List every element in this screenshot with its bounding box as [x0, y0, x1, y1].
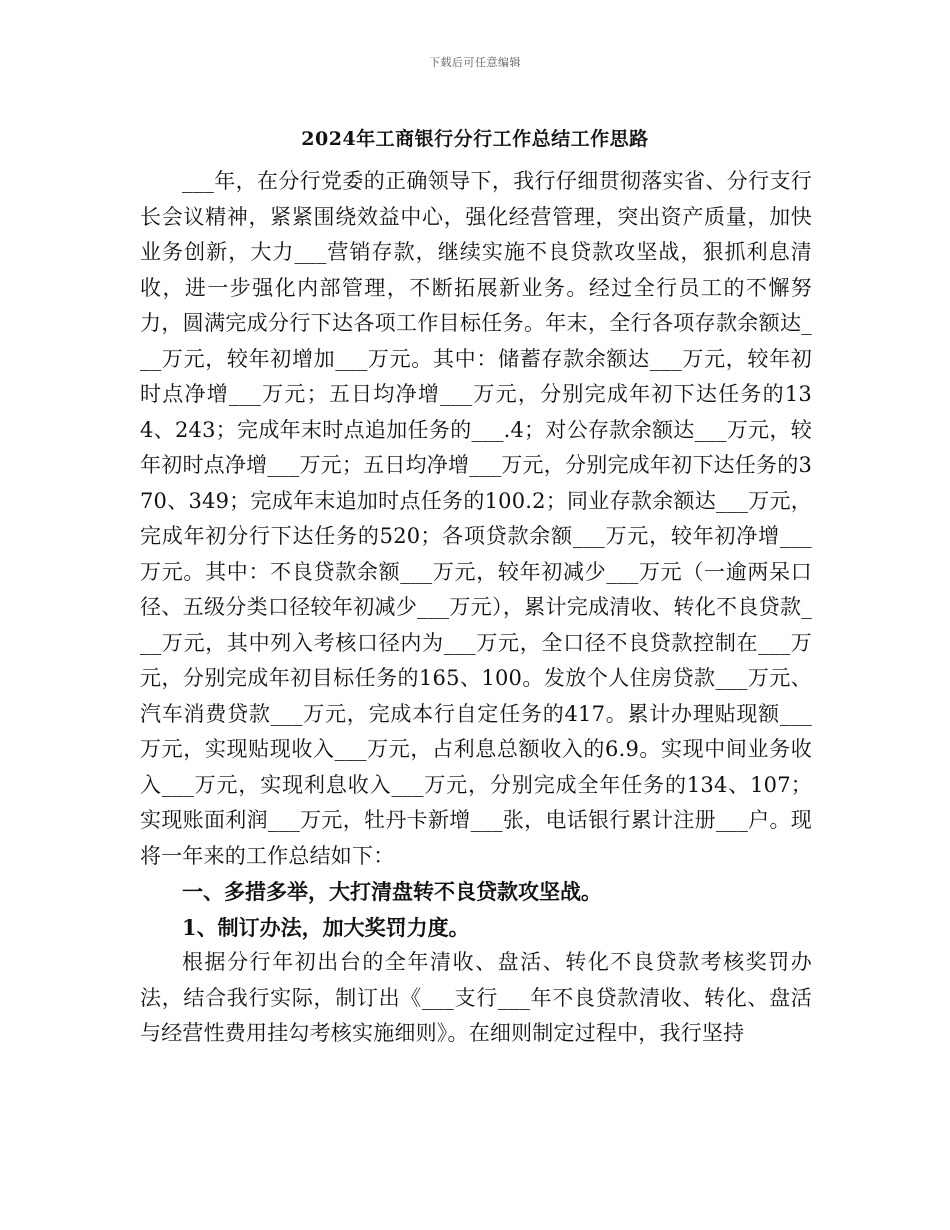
- section-heading-1: 一、多措多举，大打清盘转不良贷款攻坚战。: [182, 879, 602, 904]
- subsection-heading-1-1: 1、制订办法，加大奖罚力度。: [182, 914, 470, 940]
- document-body: [140, 164, 812, 1052]
- paragraph-rules: 根据分行年初出台的全年清收、盘活、转化不良贷款考核奖罚办法，结合我行实际，制订出《___支行___年不良贷款清收、转化、盘活与经营性费用挂勾考核实施细则》。在细则制定过程中，我行坚持: [140, 950, 812, 1045]
- paragraph-intro: ___年，在分行党委的正确领导下，我行仔细贯彻落实省、分行支行长会议精神，紧紧围绕效益中心，强化经营管理，突出资产质量，加快业务创新，大力___营销存款，继续实施不良贷款攻坚战，狠抓利息清收，进一步强化内部管理，不断拓展新业务。经过全行员工的不懈努力，圆满完成分行下达各项工作目标任务。年末，全行各项存款余额达___万元，较年初增加___万元。其中：储蓄存款余额达___万元，较年初时点净增___万元；五日均净增___万元，分别完成年初下达任务的134、243；完成年末时点追加任务的___.4；对公存款余额达___万元，较年初时点净增___万元；五日均净增___万元，分别完成年初下达任务的370、349；完成年末追加时点任务的100.2；同业存款余额达___万元，完成年初分行下达任务的520；各项贷款余额___万元，较年初净增___万元。其中：不良贷款余额___万元，较年初减少___万元（一逾两呆口径、五级分类口径较年初减少___万元），累计完成清收、转化不良贷款___万元，其中列入考核口径内为___万元，全口径不良贷款控制在___万元，分别完成年初目标任务的165、100。发放个人住房贷款___万元、汽车消费贷款___万元，完成本行自定任务的417。累计办理贴现额___万元，实现贴现收入___万元，占利息总额收入的6.9。实现中间业务收入___万元，实现利息收入___万元，分别完成全年任务的134、107；实现账面利润___万元，牡丹卡新增___张，电话银行累计注册___户。现将一年来的工作总结如下：: [140, 169, 812, 868]
- header-note: 下载后可任意编辑: [429, 56, 521, 69]
- document-title: 2024年工商银行分行工作总结工作思路: [301, 128, 649, 150]
